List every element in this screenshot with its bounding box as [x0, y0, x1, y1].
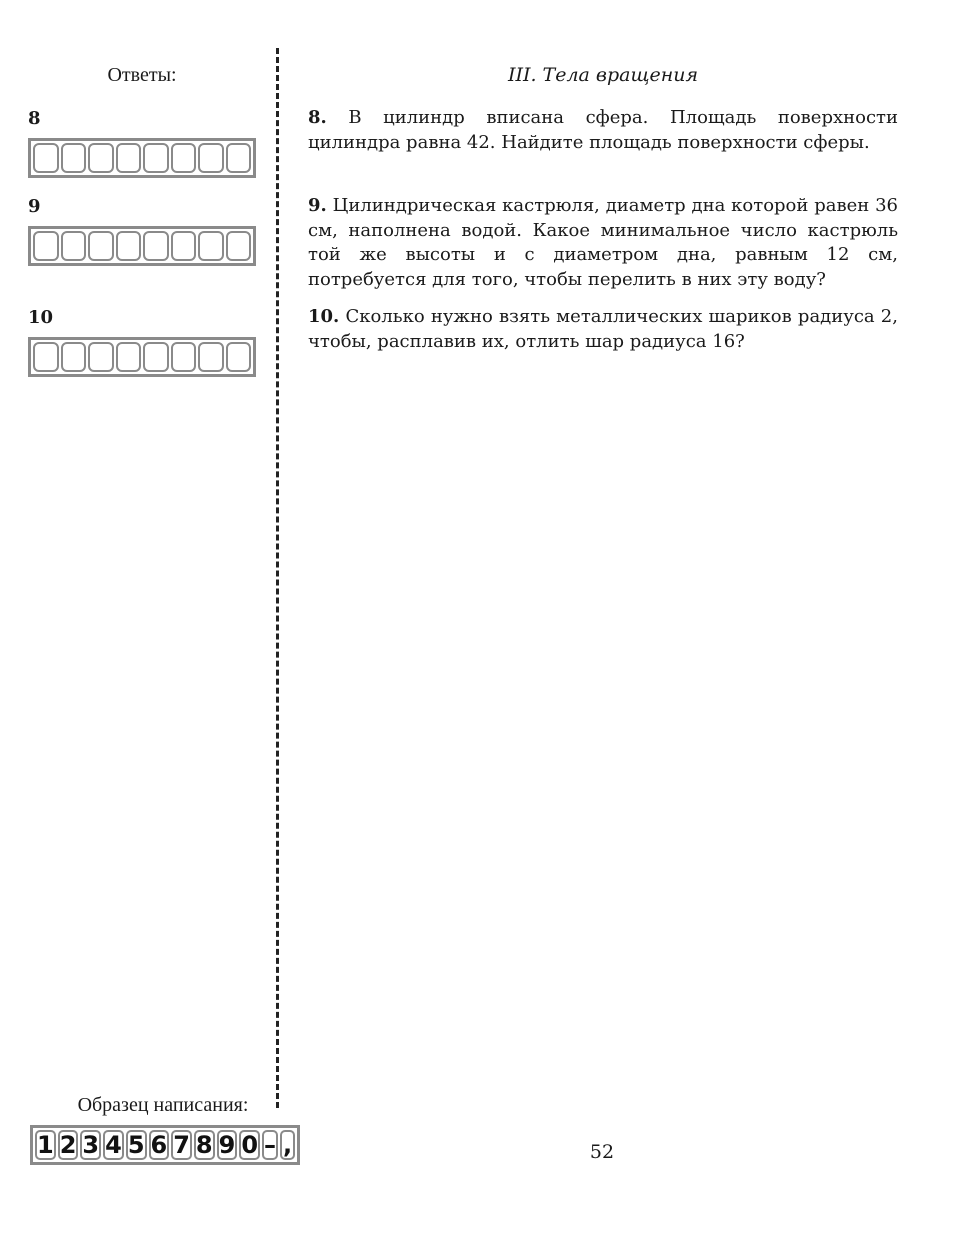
answer-cell[interactable]: [61, 342, 87, 372]
problem-number: 9.: [308, 195, 327, 216]
sample-char: –: [264, 1131, 277, 1159]
problem-text: Цилиндрическая кастрюля, диаметр дна которой равен 36 см, наполнена водой. Какое минимальное число кастрюль той же высоты и с диаметром дна, равным 12 см, потребуется для того, чтобы перелить в них эту воду?: [308, 195, 898, 290]
problem-number: 8.: [308, 107, 327, 128]
answer-cell[interactable]: [143, 143, 169, 173]
answer-cell[interactable]: [33, 143, 59, 173]
sample-row: [30, 1125, 300, 1165]
sample-char: 7: [173, 1131, 190, 1159]
answer-cell[interactable]: [143, 231, 169, 261]
answer-field[interactable]: [28, 138, 256, 178]
answer-cell[interactable]: [61, 143, 87, 173]
answer-number: 9: [28, 196, 41, 217]
answer-cell[interactable]: [61, 231, 87, 261]
answer-cell[interactable]: [116, 231, 142, 261]
problem-text: В цилиндр вписана сфера. Площадь поверхности цилиндра равна 42. Найдите площадь поверхности сферы.: [308, 107, 898, 153]
answer-field[interactable]: [28, 337, 256, 377]
section-title: III. Тела вращения: [507, 64, 699, 86]
problem: [308, 194, 898, 292]
answer-cell[interactable]: [33, 342, 59, 372]
answer-cell[interactable]: [88, 342, 114, 372]
answer-number: 10: [28, 307, 54, 328]
sample-char: 4: [105, 1131, 122, 1159]
answer-cell[interactable]: [198, 231, 224, 261]
sample-char: 8: [195, 1131, 213, 1159]
answer-cell[interactable]: [226, 231, 252, 261]
sample-char: 5: [127, 1131, 145, 1159]
answer-field[interactable]: [28, 226, 256, 266]
sample-char: ,: [280, 1130, 295, 1160]
sample-label: Образец написания:: [77, 1094, 249, 1116]
sample-char: 6: [150, 1131, 168, 1159]
answer-cell[interactable]: [171, 231, 197, 261]
answer-cell[interactable]: [226, 342, 252, 372]
problem-text: Сколько нужно взять металлических шариков радиуса 2, чтобы, расплавив их, отлить шар радиуса 16?: [308, 306, 898, 352]
sample-char: 0: [241, 1131, 259, 1159]
answer-cell[interactable]: [198, 143, 224, 173]
problem: [308, 106, 898, 155]
answer-cell[interactable]: [116, 143, 142, 173]
answer-cell[interactable]: [171, 143, 197, 173]
sample-char: 3: [82, 1131, 100, 1159]
answer-cell[interactable]: [33, 231, 59, 261]
answer-cell[interactable]: [198, 342, 224, 372]
answer-cell[interactable]: [171, 342, 197, 372]
sample-char: 9: [218, 1131, 236, 1159]
answer-cell[interactable]: [116, 342, 142, 372]
column-divider: [276, 48, 279, 1108]
page-number: 52: [589, 1141, 615, 1163]
answer-cell[interactable]: [88, 231, 114, 261]
answer-cell[interactable]: [88, 143, 114, 173]
answers-title: Ответы:: [107, 64, 177, 86]
sample-char: 1: [37, 1131, 54, 1159]
problem-number: 10.: [308, 306, 340, 327]
answer-cell[interactable]: [226, 143, 252, 173]
answer-cell[interactable]: [143, 342, 169, 372]
sample-char: 2: [59, 1131, 77, 1159]
answer-number: 8: [28, 108, 41, 129]
problem: [308, 305, 898, 354]
